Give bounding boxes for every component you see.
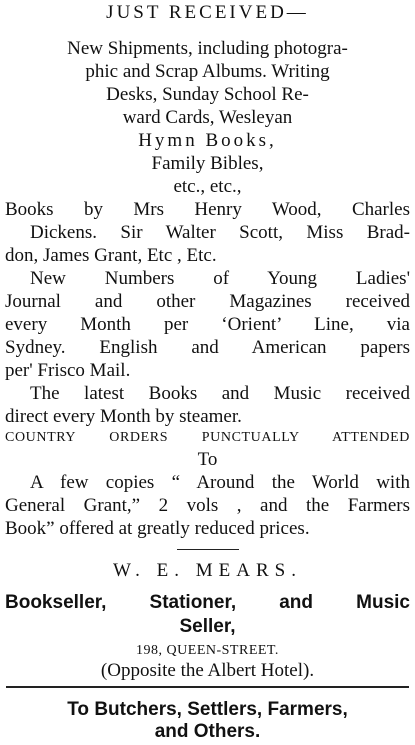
ad-line-22: Book” offered at greatly reduced prices. bbox=[5, 518, 310, 539]
signature: W. E. MEARS. bbox=[112, 560, 302, 581]
ad-line-to: To bbox=[197, 449, 218, 470]
ad-line-4: ward Cards, Wesleyan bbox=[122, 107, 293, 128]
ad-line-12: Journal and other Magazines received bbox=[5, 291, 410, 312]
ad-line-14: Sydney. English and American papers bbox=[5, 337, 410, 358]
ad-line-1: New Shipments, including photogra- bbox=[67, 38, 348, 59]
ad-line-9: Dickens. Sir Walter Scott, Miss Brad- bbox=[30, 222, 410, 243]
next-ad-line-2: and Others. bbox=[154, 721, 261, 742]
ad-line-16: The latest Books and Music received bbox=[30, 383, 410, 404]
ad-line-13: every Month per ‘Orient’ Line, via bbox=[5, 314, 410, 335]
section-rule bbox=[6, 686, 409, 688]
ad-line-17: direct every Month by steamer. bbox=[5, 406, 242, 427]
ad-line-11: New Numbers of Young Ladies' bbox=[30, 268, 410, 289]
ad-heading: JUST RECEIVED— bbox=[106, 2, 309, 23]
ad-line-7: etc., etc., bbox=[173, 176, 242, 197]
address-note: (Opposite the Albert Hotel). bbox=[100, 660, 315, 681]
ad-line-5: Hymn Books, bbox=[138, 130, 277, 151]
country-orders-notice: COUNTRY ORDERS PUNCTUALLY ATTENDED bbox=[5, 430, 410, 445]
address: 198, QUEEN-STREET. bbox=[136, 643, 279, 658]
ad-line-20: A few copies “ Around the World with bbox=[30, 472, 410, 493]
ad-line-6: Family Bibles, bbox=[151, 153, 264, 174]
next-ad-line-1: To Butchers, Settlers, Farmers, bbox=[67, 699, 348, 720]
ad-line-10: don, James Grant, Etc , Etc. bbox=[5, 245, 217, 266]
ad-line-15: per' Frisco Mail. bbox=[5, 360, 131, 381]
ad-line-2: phic and Scrap Albums. Writing bbox=[85, 61, 330, 82]
ad-line-3: Desks, Sunday School Re- bbox=[106, 84, 309, 105]
title-line-1: Bookseller, Stationer, and Music bbox=[5, 592, 410, 613]
ad-line-8: Books by Mrs Henry Wood, Charles bbox=[5, 199, 410, 220]
short-divider bbox=[177, 549, 239, 550]
title-line-2: Seller, bbox=[179, 616, 236, 637]
ad-line-21: General Grant,” 2 vols , and the Farmers bbox=[5, 495, 410, 516]
